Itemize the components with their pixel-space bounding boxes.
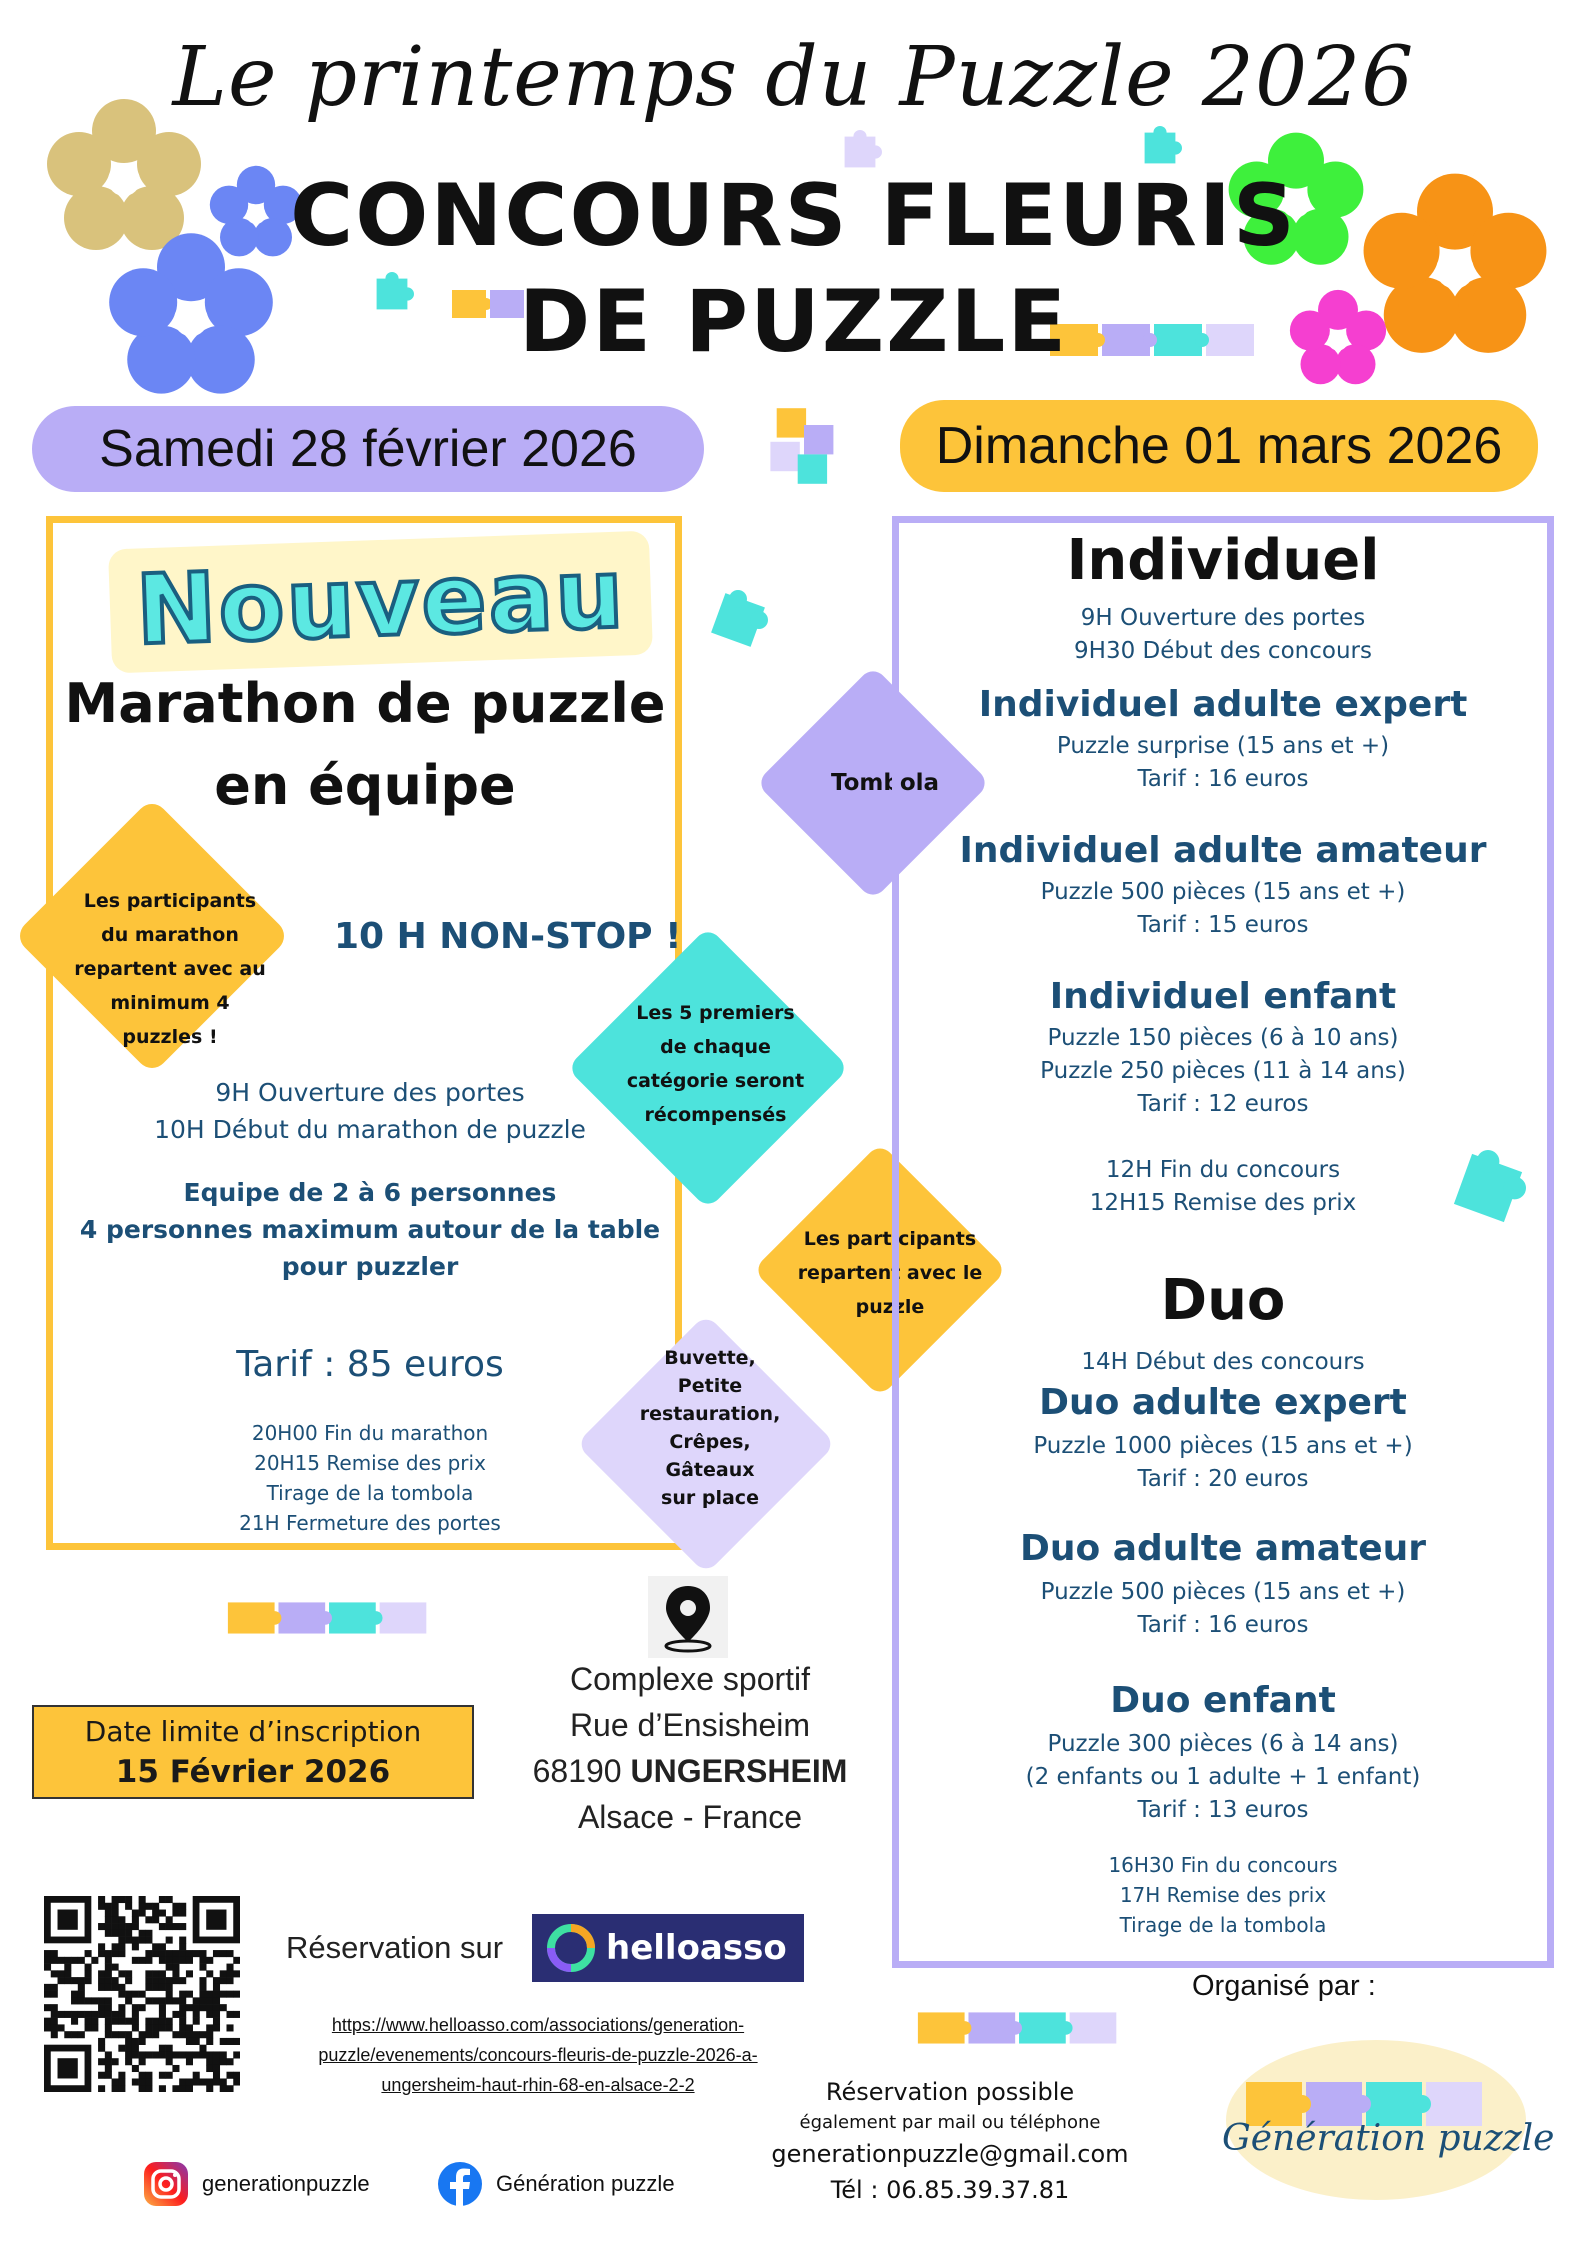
marathon-title-line-2: en équipe xyxy=(214,754,516,817)
cat-duo-amateur: Duo adulte amateur xyxy=(1019,1528,1427,1569)
location-pin-icon xyxy=(648,1576,728,1658)
buvette-text: Buvette, Petite restauration, Crêpes, Gâteaux sur place xyxy=(639,1347,781,1509)
generation-puzzle-logo-icon xyxy=(1206,2020,1546,2210)
cat-individual-amateur: Individuel adulte amateur xyxy=(959,830,1487,871)
duo-heading: Duo xyxy=(1160,1268,1286,1333)
cat-individual-expert: Individuel adulte expert xyxy=(978,684,1468,725)
instagram-link[interactable] xyxy=(142,2160,370,2208)
saturday-date-pill: Samedi 28 février 2026 xyxy=(32,406,704,492)
organizer-name: Génération puzzle xyxy=(1222,2118,1555,2159)
reservation-url-link[interactable]: https://www.helloasso.com/associations/generation- puzzle/evenements/concours-fleuris-de-puzzle-2026-a- ungersheim-haut-rhin-68-en-alsace-2-2 xyxy=(318,2015,758,2095)
cat-individual-expert-info: Puzzle surprise (15 ans et +) Tarif : 16 euros xyxy=(1056,733,1390,792)
qr-code[interactable] xyxy=(44,1896,240,2092)
duo-end-schedule: 16H30 Fin du concours 17H Remise des prix Tirage de la tombola xyxy=(1108,1853,1338,1937)
reservation-label: Réservation sur xyxy=(286,1930,504,1965)
cat-individual-child-info: Puzzle 150 pièces (6 à 10 ans) Puzzle 250 pièces (11 à 14 ans) Tarif : 12 euros xyxy=(1040,1025,1406,1117)
individual-end-schedule: 12H Fin du concours 12H15 Remise des prix xyxy=(1089,1157,1357,1216)
puzzle-cluster-icon xyxy=(762,404,846,488)
puzzle-row-icon xyxy=(914,2002,1128,2052)
organizer-label: Organisé par : xyxy=(1192,1970,1376,2002)
deadline-label: Date limite d’inscription xyxy=(84,1715,422,1748)
individual-schedule: 9H Ouverture des portes 9H30 Début des concours xyxy=(1074,605,1372,664)
new-badge: Nouveau xyxy=(108,531,653,674)
cat-duo-amateur-info: Puzzle 500 pièces (15 ans et +) Tarif : 16 euros xyxy=(1040,1579,1406,1638)
marathon-price: Tarif : 85 euros xyxy=(236,1344,504,1385)
venue-address: Complexe sportif Rue d’Ensisheim 68190 UNGERSHEIM Alsace - France xyxy=(532,1661,848,1835)
tombola-label: Tombola xyxy=(830,770,940,796)
team-rules: Equipe de 2 à 6 personnes 4 personnes maximum autour de la table pour puzzler xyxy=(79,1178,661,1281)
cat-duo-child: Duo enfant xyxy=(1110,1680,1336,1721)
marathon-gift-text: Les participants du marathon repartent avec au minimum 4 puzzles ! xyxy=(74,890,266,1048)
sunday-date-pill: Dimanche 01 mars 2026 xyxy=(900,400,1538,492)
instagram-icon xyxy=(142,2160,190,2208)
cat-individual-child: Individuel enfant xyxy=(1049,976,1397,1017)
instagram-handle: generationpuzzle xyxy=(202,2171,370,2196)
puzzle-piece-icon xyxy=(1138,126,1182,170)
marathon-schedule: 9H Ouverture des portes 10H Début du marathon de puzzle xyxy=(154,1078,586,1144)
helloasso-logo-icon xyxy=(546,1923,596,1973)
contact-email[interactable]: generationpuzzle@gmail.com xyxy=(771,2140,1129,2168)
facebook-handle: Génération puzzle xyxy=(496,2171,675,2196)
title-line-1: CONCOURS FLEURIS xyxy=(290,166,1297,266)
awards-text: Les 5 premiers de chaque catégorie seront récompensés xyxy=(626,1002,805,1126)
helloasso-brand: helloasso xyxy=(606,1928,787,1968)
contact-phone[interactable]: Tél : 06.85.39.37.81 xyxy=(830,2176,1070,2204)
alt-reservation: Réservation possible également par mail ou téléphone generationpuzzle@gmail.com Tél : 06.85.39.37.81 xyxy=(760,2074,1140,2208)
helloasso-button[interactable] xyxy=(532,1914,804,1982)
marathon-end-schedule: 20H00 Fin du marathon 20H15 Remise des prix Tirage de la tombola 21H Fermeture des portes xyxy=(239,1421,501,1535)
deadline-date: 15 Février 2026 xyxy=(115,1754,391,1790)
keep-puzzle-text: Les participants repartent avec le puzzle xyxy=(797,1228,983,1318)
facebook-link[interactable] xyxy=(436,2160,675,2208)
registration-deadline xyxy=(32,1705,474,1799)
individual-heading: Individuel xyxy=(1066,528,1380,593)
puzzle-piece-icon xyxy=(708,590,768,650)
cat-duo-expert-info: Puzzle 1000 pièces (15 ans et +) Tarif : 20 euros xyxy=(1033,1433,1413,1492)
nonstop-label: 10 H NON-STOP ! xyxy=(334,916,682,957)
event-script-title: Le printemps du Puzzle 2026 xyxy=(172,30,1415,125)
cat-individual-amateur-info: Puzzle 500 pièces (15 ans et +) Tarif : 15 euros xyxy=(1040,879,1406,938)
facebook-icon xyxy=(436,2160,484,2208)
cat-duo-expert: Duo adulte expert xyxy=(1039,1382,1407,1423)
duo-schedule: 14H Début des concours xyxy=(1081,1349,1365,1375)
title-line-2: DE PUZZLE xyxy=(518,272,1069,372)
marathon-title-line-1: Marathon de puzzle xyxy=(64,672,666,735)
puzzle-row-icon xyxy=(224,1592,438,1642)
cat-duo-child-info: Puzzle 300 pièces (6 à 14 ans) (2 enfants ou 1 adulte + 1 enfant) Tarif : 13 euros xyxy=(1025,1731,1421,1823)
